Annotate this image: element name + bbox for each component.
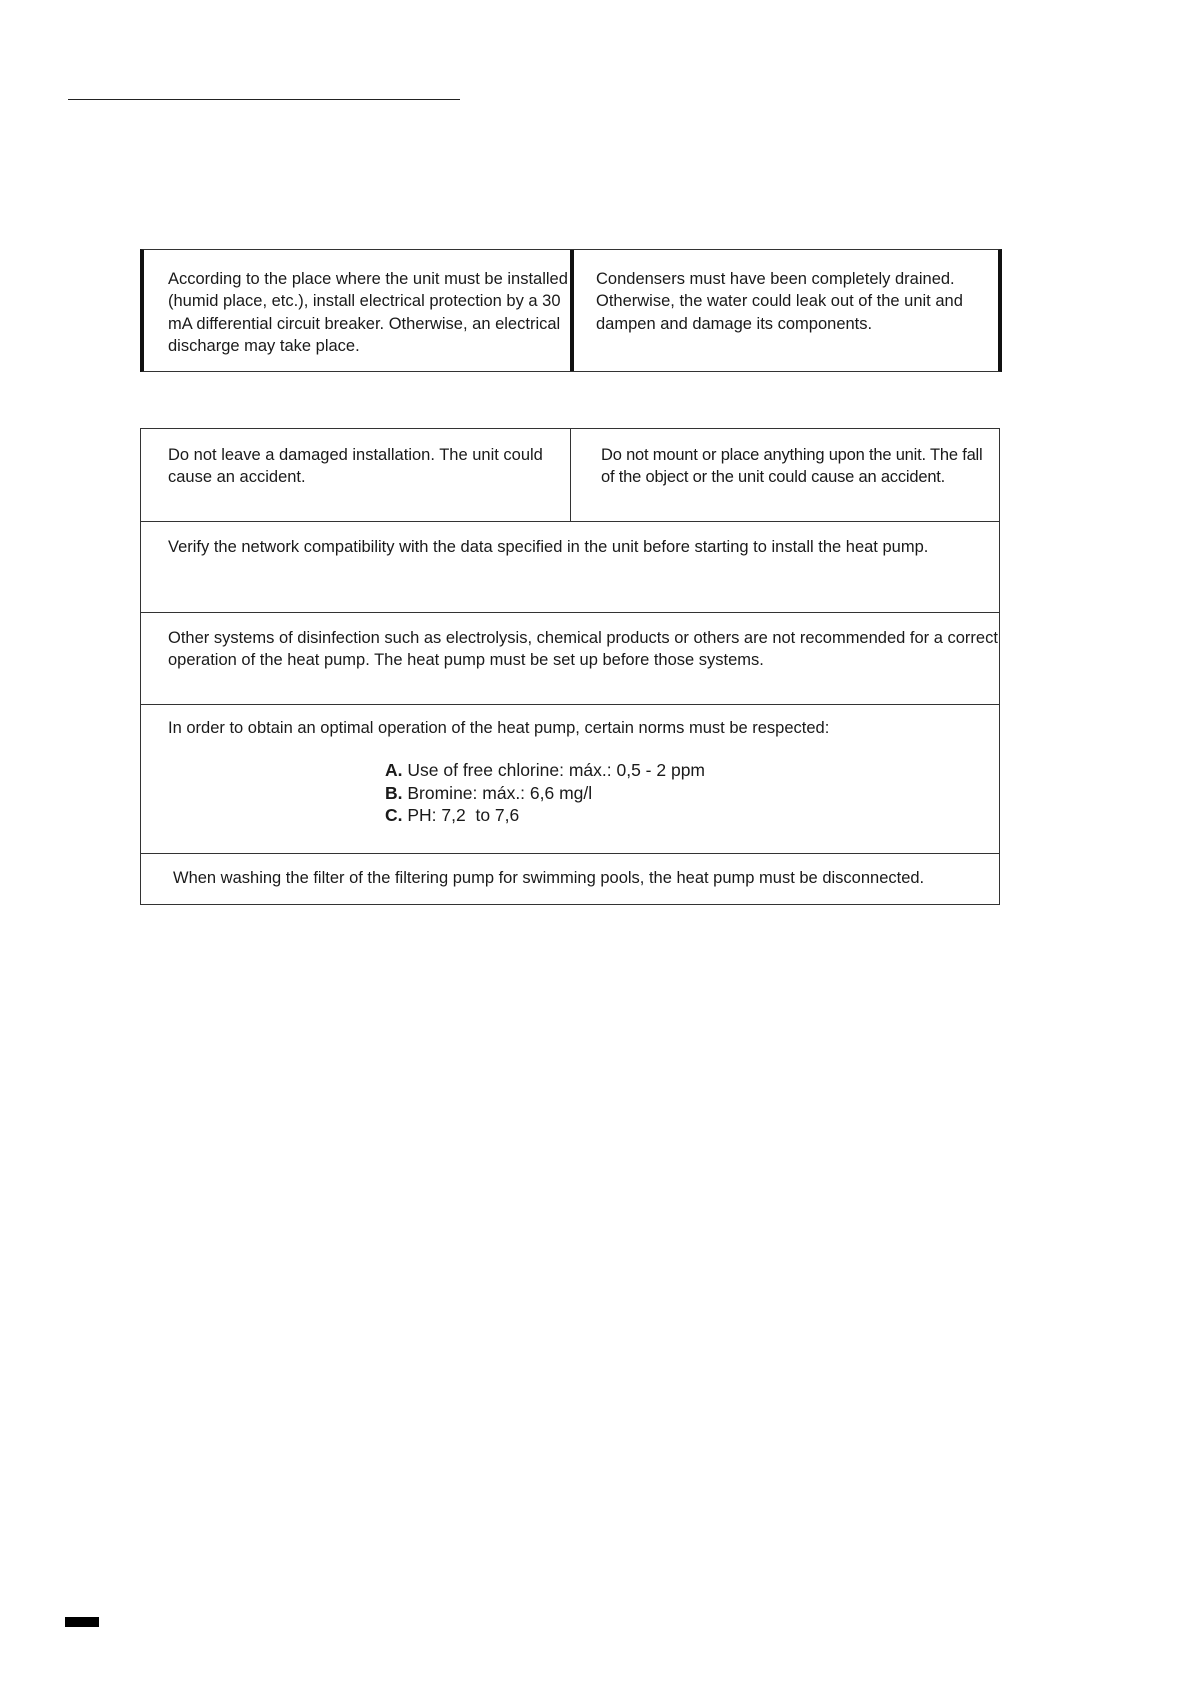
disinfection-systems-note: Other systems of disinfection such as electrolysis, chemical products or others are not recommended for a correct operation of the heat pump. The heat pump must be set up before those systems. — [141, 613, 999, 705]
page-marker — [65, 1617, 99, 1627]
water-norms-intro: In order to obtain an optimal operation of the heat pump, certain norms must be respected: — [168, 719, 830, 737]
warning-box-top — [140, 249, 1002, 372]
water-norms-section — [141, 705, 999, 854]
electrical-protection-note: According to the place where the unit must be installed (humid place, etc.), install electrical protection by a 30 mA differential circuit breaker. Otherwise, an electrical discharge may take place. — [144, 250, 574, 371]
damaged-installation-note: Do not leave a damaged installation. The unit could cause an accident. — [141, 429, 571, 521]
condensers-drain-note: Condensers must have been completely drained. Otherwise, the water could leak out of the unit and dampen and damage its components. — [596, 270, 963, 333]
header-rule — [68, 99, 460, 100]
list-item: A. Use of free chlorine: máx.: 0,5 - 2 ppm — [385, 760, 706, 781]
list-item: C. PH: 7,2 to 7,6 — [385, 805, 520, 826]
water-norms-list — [385, 759, 999, 827]
mount-objects-note: Do not mount or place anything upon the unit. The fall of the object or the unit could cause an accident. — [601, 446, 983, 487]
filter-washing-note: When washing the filter of the filtering pump for swimming pools, the heat pump must be disconnected. — [173, 869, 925, 887]
warning-row — [141, 429, 999, 522]
network-compatibility-note: Verify the network compatibility with the data specified in the unit before starting to install the heat pump. — [141, 522, 999, 613]
list-item: B. Bromine: máx.: 6,6 mg/l — [385, 782, 593, 803]
warning-box-main — [140, 428, 1000, 905]
